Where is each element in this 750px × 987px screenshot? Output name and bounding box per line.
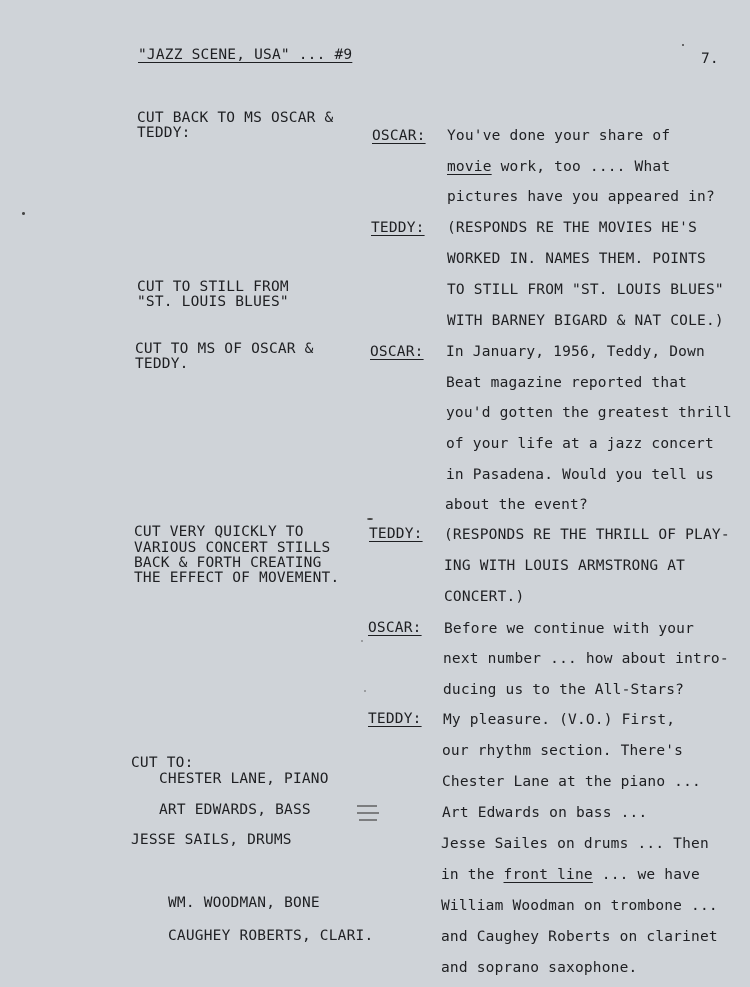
dialogue-line: Beat magazine reported that [446, 375, 688, 391]
speaker-oscar: OSCAR: [372, 128, 426, 144]
speaker-oscar: OSCAR: [368, 620, 422, 636]
dialogue-line: WORKED IN. NAMES THEM. POINTS [447, 251, 706, 267]
dialogue-text: in the [441, 867, 504, 883]
dialogue-line: in Pasadena. Would you tell us [446, 467, 714, 483]
dialogue-line: ING WITH LOUIS ARMSTRONG AT [444, 558, 686, 574]
direction-cut-to: CUT TO: [131, 755, 194, 771]
dialogue-line: our rhythm section. There's [442, 743, 684, 759]
dialogue-emphasis: movie [447, 159, 492, 175]
dialogue-line: My pleasure. (V.O.) First, [443, 712, 676, 728]
scan-speck [22, 212, 25, 215]
speaker-teddy: TEDDY: [369, 526, 423, 542]
dialogue-line: TO STILL FROM "ST. LOUIS BLUES" [447, 282, 724, 298]
direction-cut-still-1: CUT TO STILL FROM [137, 279, 289, 295]
dialogue-line: about the event? [445, 497, 588, 513]
direction-concert-3: BACK & FORTH CREATING [134, 555, 322, 571]
dialogue-line: (RESPONDS RE THE MOVIES HE'S [447, 220, 698, 236]
speaker-oscar: OSCAR: [370, 344, 424, 360]
dialogue-text: work, too .... What [491, 159, 671, 175]
dialogue-line: ducing us to the All-Stars? [443, 682, 685, 698]
direction-roberts: CAUGHEY ROBERTS, CLARI. [168, 928, 374, 944]
direction-concert-2: VARIOUS CONCERT STILLS [134, 540, 331, 556]
speaker-teddy: TEDDY: [368, 711, 422, 727]
direction-jesse-sails: JESSE SAILS, DRUMS [131, 832, 292, 848]
direction-art-edwards: ART EDWARDS, BASS [159, 802, 311, 818]
dialogue-line: you'd gotten the greatest thrill [446, 405, 732, 421]
dialogue-line: CONCERT.) [444, 589, 525, 605]
dialogue-line: Chester Lane at the piano ... [442, 774, 701, 790]
scan-smudge [359, 819, 377, 821]
scan-speck [364, 690, 366, 692]
direction-cut-ms-1: CUT TO MS OF OSCAR & [135, 341, 314, 357]
dialogue-line [447, 159, 670, 175]
dialogue-line: of your life at a jazz concert [446, 436, 714, 452]
dialogue-line: Before we continue with your [444, 621, 695, 637]
script-title: "JAZZ SCENE, USA" ... #9 [138, 47, 353, 63]
dialogue-line: and soprano saxophone. [441, 960, 638, 976]
direction-chester-lane: CHESTER LANE, PIANO [159, 771, 329, 787]
direction-concert-1: CUT VERY QUICKLY TO [134, 524, 304, 540]
dialogue-text: ... we have [592, 867, 700, 883]
direction-cut-ms-2: TEDDY. [135, 356, 189, 372]
scan-speck [367, 518, 373, 520]
scan-smudge [357, 805, 377, 807]
dialogue-line: Jesse Sailes on drums ... Then [441, 836, 709, 852]
speaker-teddy: TEDDY: [371, 220, 425, 236]
scan-speck [361, 640, 363, 642]
dialogue-line: You've done your share of [447, 128, 671, 144]
dialogue-line [441, 867, 700, 883]
direction-cut-still-2: "ST. LOUIS BLUES" [137, 294, 289, 310]
direction-concert-4: THE EFFECT OF MOVEMENT. [134, 570, 340, 586]
scan-smudge [357, 812, 379, 814]
direction-woodman: WM. WOODMAN, BONE [168, 895, 320, 911]
direction-cut-back-1: CUT BACK TO MS OSCAR & [137, 110, 334, 126]
dialogue-line: In January, 1956, Teddy, Down [446, 344, 705, 360]
page-number: 7. [701, 51, 719, 67]
dialogue-line: and Caughey Roberts on clarinet [441, 929, 718, 945]
dialogue-line: next number ... how about intro- [443, 651, 729, 667]
dialogue-line: William Woodman on trombone ... [441, 898, 718, 914]
dialogue-line: pictures have you appeared in? [447, 189, 715, 205]
dialogue-emphasis: front line [503, 867, 593, 883]
dialogue-line: (RESPONDS RE THE THRILL OF PLAY- [444, 527, 730, 543]
scan-speck [682, 44, 684, 46]
dialogue-line: WITH BARNEY BIGARD & NAT COLE.) [447, 313, 724, 329]
dialogue-line: Art Edwards on bass ... [442, 805, 648, 821]
direction-cut-back-2: TEDDY: [137, 125, 191, 141]
